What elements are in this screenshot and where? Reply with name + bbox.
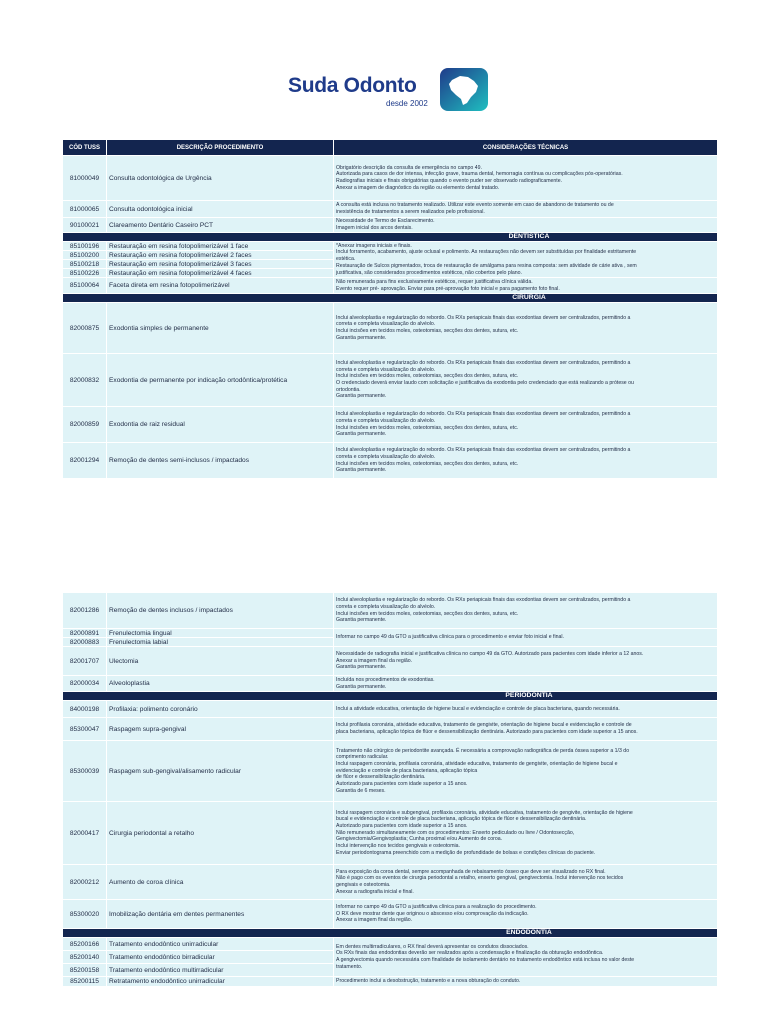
note-line: placa bacteriana, aplicação tópica de flúor e dessensibilização dentinária. Autorizado para pacientes com idade superior a 15 anos.	[336, 729, 638, 735]
table-row	[63, 278, 718, 294]
table-row	[63, 718, 718, 741]
procedure-description: Tratamento endodôntico birradicular	[107, 951, 334, 964]
header-description: DESCRIÇÃO PROCEDIMENTO	[107, 140, 334, 156]
table-row	[63, 802, 718, 865]
procedure-code: 81000065	[63, 201, 107, 218]
note-line: Autorizado para pacientes com idade superior a 15 anos.	[336, 781, 468, 788]
technical-notes	[334, 701, 718, 718]
procedure-code: 82001707	[63, 647, 107, 676]
section-header	[63, 294, 718, 303]
procedure-code: 85300020	[63, 900, 107, 929]
note-line: Procedimento inclui a desobstrução, tratamento e a nova obturação do conduto.	[336, 978, 521, 985]
note-line: *Anexar imagens iniciais e finais.	[336, 242, 412, 249]
note-line: Inclui incisões em tecidos moles, osteotomias, secções dos dentes, sutura, etc.	[336, 373, 519, 380]
procedure-description: Exodontia de raiz residual	[107, 407, 334, 443]
table-row	[63, 218, 718, 233]
section-title: DENTÍSTICA	[508, 233, 550, 240]
procedure-description: Raspagem supra-gengival	[107, 718, 334, 741]
table-row	[63, 938, 718, 951]
brand-name: Suda Odonto	[288, 74, 417, 97]
procedure-code: 85100200	[63, 251, 107, 260]
procedure-code: 85300039	[63, 741, 107, 802]
technical-notes	[334, 938, 718, 977]
note-line: Evento requer pré- aprovação. Enviar para pré-aprovação foto inicial e para pagamento foto final.	[336, 285, 560, 292]
procedure-description: Consulta odontológica de Urgência	[107, 156, 334, 201]
note-line: correta e completa visualização do alvéolo.	[336, 453, 436, 460]
note-line: Informar no campo 49 da GTO a justificativa clínica para a realização do procedimento.	[336, 903, 537, 910]
procedure-description: Cirurgia periodontal a retalho	[107, 802, 334, 865]
procedure-description: Tratamento endodôntico unirradicular	[107, 938, 334, 951]
note-line: Garantia permanente.	[336, 617, 387, 624]
procedure-code: 85200166	[63, 938, 107, 951]
technical-notes	[334, 407, 718, 443]
technical-notes	[334, 593, 718, 629]
procedure-description: Consulta odontológica inicial	[107, 201, 334, 218]
table-row	[63, 676, 718, 692]
brand-logo	[288, 68, 488, 114]
procedure-code: 82000417	[63, 802, 107, 865]
table-row	[63, 443, 718, 479]
table-row	[63, 242, 718, 251]
note-line: estética.	[336, 256, 356, 263]
note-line: Inclui forramento, acabamento, ajuste oclusal e polimento. As restaurações não devem ser substituídas por finalidade estritamente	[336, 249, 637, 256]
procedure-code: 82001294	[63, 443, 107, 479]
procedure-description: Remoção de dentes semi-inclusos / impactados	[107, 443, 334, 479]
table-row	[63, 865, 718, 900]
table-row	[63, 900, 718, 929]
note-line: O RX deve mostrar dente que originou o abscesso e/ou comprovação da indicação.	[336, 910, 529, 917]
technical-notes	[334, 718, 718, 741]
note-line: Garantia permanente.	[336, 393, 387, 400]
procedure-code: 82000212	[63, 865, 107, 900]
technical-notes	[334, 741, 718, 802]
note-line: Radiografias iniciais e finais obrigatórias quando o evento puder ser observado radiograficamente.	[336, 178, 563, 184]
technical-notes	[334, 676, 718, 692]
note-line: Inclui alveoloplastia e regularização do rebordo. Os RXs periapicais finais das exodontias devem ser centralizados, permitindo a	[336, 411, 631, 418]
technical-notes	[334, 156, 718, 201]
section-title: ENDODONTIA	[506, 929, 552, 936]
note-line: Inclui alveoloplastia e regularização do rebordo. Os RXs periapicais finais das exodontias devem ser centralizados, permitindo a	[336, 314, 631, 321]
technical-notes	[334, 647, 718, 676]
procedure-description: Ulectomia	[107, 647, 334, 676]
section-header	[63, 929, 718, 938]
procedure-description: Aumento de coroa clínica	[107, 865, 334, 900]
section-row	[63, 294, 718, 303]
technical-notes	[334, 977, 718, 987]
table-row	[63, 407, 718, 443]
note-line: comprimento radicular.	[336, 754, 389, 761]
procedure-code: 82000832	[63, 354, 107, 407]
note-line: Inclui intervenção nos tecidos gengivais e osteotomia.	[336, 843, 460, 850]
note-line: Inclui alveoloplastia e regularização do rebordo. Os RXs periapicais finais das exodontias devem ser centralizados, permitindo a	[336, 447, 631, 454]
section-row	[63, 692, 718, 701]
note-line: Autorizada para casos de dor intensa, infecção grave, trauma dental, hemorragia contínua ou complicações pós-operatórias.	[336, 171, 623, 178]
procedure-code: 85100064	[63, 278, 107, 294]
note-line: Para exposição da coroa dental, sempre acompanhada de rebaixamento ósseo que deve ser visualizado no RX final.	[336, 868, 606, 875]
note-line: Em dentes multirradiculares, o RX final deverá apresentar os condutos dissociados.	[336, 943, 529, 950]
note-line: Não remunerado simultaneamente com os procedimentos: Enxerto pediculado ou livre / Odontosecção,	[336, 829, 575, 836]
note-line: de flúor e dessensibilização dentinária.	[336, 774, 426, 781]
note-line: Inclui raspagem coronária, profilaxia coronária, atividade educativa, tratamento de gengivite, orientação de higiene bucal e	[336, 760, 618, 767]
procedure-code: 84000198	[63, 701, 107, 718]
note-line: Anexar a radiografia inicial e final.	[336, 888, 414, 895]
procedure-description: Imobilização dentária em dentes permanentes	[107, 900, 334, 929]
note-line: Necessidade de Termo de Esclarecimento.	[336, 218, 435, 225]
note-line: Inclui incisões em tecidos moles, osteotomias, secções dos dentes, sutura, etc.	[336, 424, 519, 431]
technical-notes	[334, 900, 718, 929]
note-line: correta e completa visualização do alvéolo.	[336, 321, 436, 328]
note-line: inexistência de tratamentos a serem realizados pelo profissional.	[336, 209, 485, 215]
procedure-description: Restauração em resina fotopolimerizável 4 faces	[107, 269, 334, 278]
procedures-table-page-1	[62, 139, 718, 479]
note-line: A gengivectomia quando necessária com finalidade de isolamento dentário no tratamento endodôntico está inclusa no valor deste	[336, 957, 635, 963]
procedure-description: Restauração em resina fotopolimerizável 3 faces	[107, 260, 334, 269]
procedure-code: 85300047	[63, 718, 107, 741]
section-header	[63, 233, 718, 242]
procedure-description: Tratamento endodôntico multirradicular	[107, 964, 334, 977]
procedure-code: 82001286	[63, 593, 107, 629]
note-line: Necessidade de radiografia inicial e justificativa clínica no campo 49 da GTO. Autorizado para pacientes com idade inferior a 12 anos.	[336, 650, 644, 657]
technical-notes	[334, 303, 718, 354]
note-line: Garantia permanente.	[336, 334, 387, 341]
procedure-description: Clareamento Dentário Caseiro PCT	[107, 218, 334, 233]
procedure-code: 82000891	[63, 629, 107, 638]
note-line: O credenciado deverá enviar laudo com solicitação e justificativa da exodontia pelo credenciado que está realizando a prótese ou	[336, 380, 634, 386]
technical-notes	[334, 802, 718, 865]
technical-notes	[334, 242, 718, 278]
note-line: evidenciação e controle de placa bacteriana, aplicação tópica	[336, 767, 478, 774]
section-header	[63, 692, 718, 701]
procedure-description: Raspagem sub-gengival/alisamento radicular	[107, 741, 334, 802]
note-line: Inclui raspagem coronária e subgengival, profilaxia coronária, atividade educativa, tratamento de gengivite, orientação de higiene	[336, 809, 633, 816]
note-line: tratamento.	[336, 963, 363, 970]
procedures-table-page-2	[62, 592, 718, 987]
note-line: Obrigatório descrição da consulta de emergência no campo 49.	[336, 164, 482, 171]
procedure-description: Restauração em resina fotopolimerizável 2 faces	[107, 251, 334, 260]
note-line: Não remunerada para fins exclusivamente estéticos, requer justificativa clínica válida.	[336, 278, 533, 285]
note-line: justificativa, são considerados procedimentos estéticos, não cobertos pelo plano.	[336, 269, 522, 276]
header-notes: CONSIDERAÇÕES TÉCNICAS	[334, 140, 718, 156]
note-line: Garantia permanente.	[336, 431, 387, 438]
technical-notes	[334, 278, 718, 294]
note-line: Os RXs finais das endodontias deverão ser realizados após a condensação e finalização da obturação endodôntica.	[336, 950, 604, 957]
procedure-description: Restauração em resina fotopolimerizável 1 face	[107, 242, 334, 251]
note-line: Inclui a atividade educativa, orientação de higiene bucal e evidenciação e controle de placa bacteriana, quando necessária.	[336, 705, 620, 712]
procedure-code: 82000875	[63, 303, 107, 354]
note-line: Incluída nos procedimentos de exodontias.	[336, 676, 435, 683]
note-line: Inclui alveoloplastia e regularização do rebordo. Os RXs periapicais finais das exodontias devem ser centralizados, permitindo a	[336, 359, 631, 366]
note-line: Tratamento não cirúrgico de periodontite avançada. É necessária a comprovação radiográfica de perda óssea superior a 1/3 do	[336, 747, 630, 754]
procedure-code: 85100196	[63, 242, 107, 251]
note-line: Enviar periodontograma preenchido com a medição de profundidade de bolsas e condições clínicas do paciente.	[336, 849, 596, 856]
procedure-code: 85200115	[63, 977, 107, 987]
note-line: A consulta está inclusa no tratamento realizado. Utilizar este evento somente em caso de abandono de tratamento ou de	[336, 202, 614, 209]
procedure-description: Alveoloplastia	[107, 676, 334, 692]
table-row	[63, 977, 718, 987]
note-line: Inclui incisões em tecidos moles, osteotomias, secções dos dentes, sutura, etc.	[336, 460, 519, 467]
note-line: Restauração de Sulcos pigmentados, troca de restauração de amálgama para resina composta: sem atividade de cárie ativa , sem	[336, 262, 637, 269]
note-line: Imagem inicial dos arcos dentais.	[336, 225, 413, 231]
note-line: Inclui incisões em tecidos moles, osteotomias, secções dos dentes, sutura, etc.	[336, 328, 519, 334]
note-line: Não é pago com os eventos de cirurgia periodontal a retalho, enxerto gengival, gengivectomia. Inclui intervenção nos tecidos	[336, 875, 624, 882]
procedure-code: 85200158	[63, 964, 107, 977]
brand-tagline: desde 2002	[386, 99, 428, 108]
note-line: Garantia permanente.	[336, 467, 387, 474]
note-line: Garantia permanente.	[336, 664, 387, 671]
procedure-description: Frenulectomia labial	[107, 638, 334, 647]
procedure-description: Remoção de dentes inclusos / impactados	[107, 593, 334, 629]
procedure-code: 81000049	[63, 156, 107, 201]
note-line: Gengivectomia/Gengivoplastia; Cunha proximal e/ou Aumento de coroa.	[336, 836, 503, 843]
note-line: Garantia permanente.	[336, 683, 387, 690]
note-line: Inclui incisões em tecidos moles, osteotomias, secções dos dentes, sutura, etc.	[336, 610, 519, 617]
note-line: Anexar a imagem final da região.	[336, 917, 413, 924]
table-row	[63, 593, 718, 629]
note-line: Inclui profilaxia coronária, atividade educativa, tratamento de gengivite, orientação de higiene bucal e evidenciação e controle de	[336, 722, 632, 729]
procedure-code: 82000034	[63, 676, 107, 692]
procedure-code: 85100226	[63, 269, 107, 278]
note-line: Autorizado para pacientes com idade superior a 15 anos.	[336, 822, 468, 829]
procedure-description: Faceta direta em resina fotopolimerizável	[107, 278, 334, 294]
procedure-code: 90100021	[63, 218, 107, 233]
table-row	[63, 629, 718, 638]
table-row	[63, 156, 718, 201]
note-line: correta e completa visualização do alvéolo.	[336, 603, 436, 610]
section-title: CIRURGIA	[512, 294, 546, 301]
procedure-code: 82000859	[63, 407, 107, 443]
note-line: Anexar a imagem final da região.	[336, 657, 413, 664]
technical-notes	[334, 201, 718, 218]
technical-notes	[334, 629, 718, 647]
procedure-description: Retratamento endodôntico unirradicular	[107, 977, 334, 987]
note-line: correta e completa visualização do alvéolo.	[336, 417, 436, 424]
procedure-description: Exodontia de permanente por indicação ortodôntica/protética	[107, 354, 334, 407]
procedure-code: 82000883	[63, 638, 107, 647]
table-row	[63, 303, 718, 354]
note-line: ortodontia.	[336, 386, 361, 393]
technical-notes	[334, 218, 718, 233]
technical-notes	[334, 354, 718, 407]
procedure-code: 85100218	[63, 260, 107, 269]
table-row	[63, 741, 718, 802]
table-row	[63, 701, 718, 718]
note-line: gengivais e osteotomia.	[336, 882, 391, 888]
technical-notes	[334, 443, 718, 479]
procedure-code: 85200140	[63, 951, 107, 964]
section-row	[63, 929, 718, 938]
table-row	[63, 354, 718, 407]
section-row	[63, 233, 718, 242]
note-line: Garantia de 6 meses.	[336, 787, 386, 794]
note-line: correta e completa visualização do alvéolo.	[336, 366, 436, 373]
procedure-description: Exodontia simples de permanente	[107, 303, 334, 354]
table-row	[63, 647, 718, 676]
brazil-map-icon	[440, 68, 488, 111]
section-title: PERIODONTIA	[505, 692, 553, 699]
note-line: Inclui alveoloplastia e regularização do rebordo. Os RXs periapicais finais das exodontias devem ser centralizados, permitindo a	[336, 597, 631, 604]
note-line: bucal e evidenciação e controle de placa bacteriana, aplicação tópica de flúor e dessensibilização dentinária.	[336, 816, 587, 823]
note-line: Anexar a imagem de diagnóstico da região ou elemento dental tratado.	[336, 184, 500, 191]
procedure-description: Frenulectomia lingual	[107, 629, 334, 638]
technical-notes	[334, 865, 718, 900]
header-code: CÓD TUSS	[63, 140, 107, 156]
table-row	[63, 201, 718, 218]
note-line: Informar no campo 49 da GTO a justificativa clínica para o procedimento e enviar foto inicial e final.	[336, 634, 564, 641]
procedure-description: Profilaxia: polimento coronário	[107, 701, 334, 718]
